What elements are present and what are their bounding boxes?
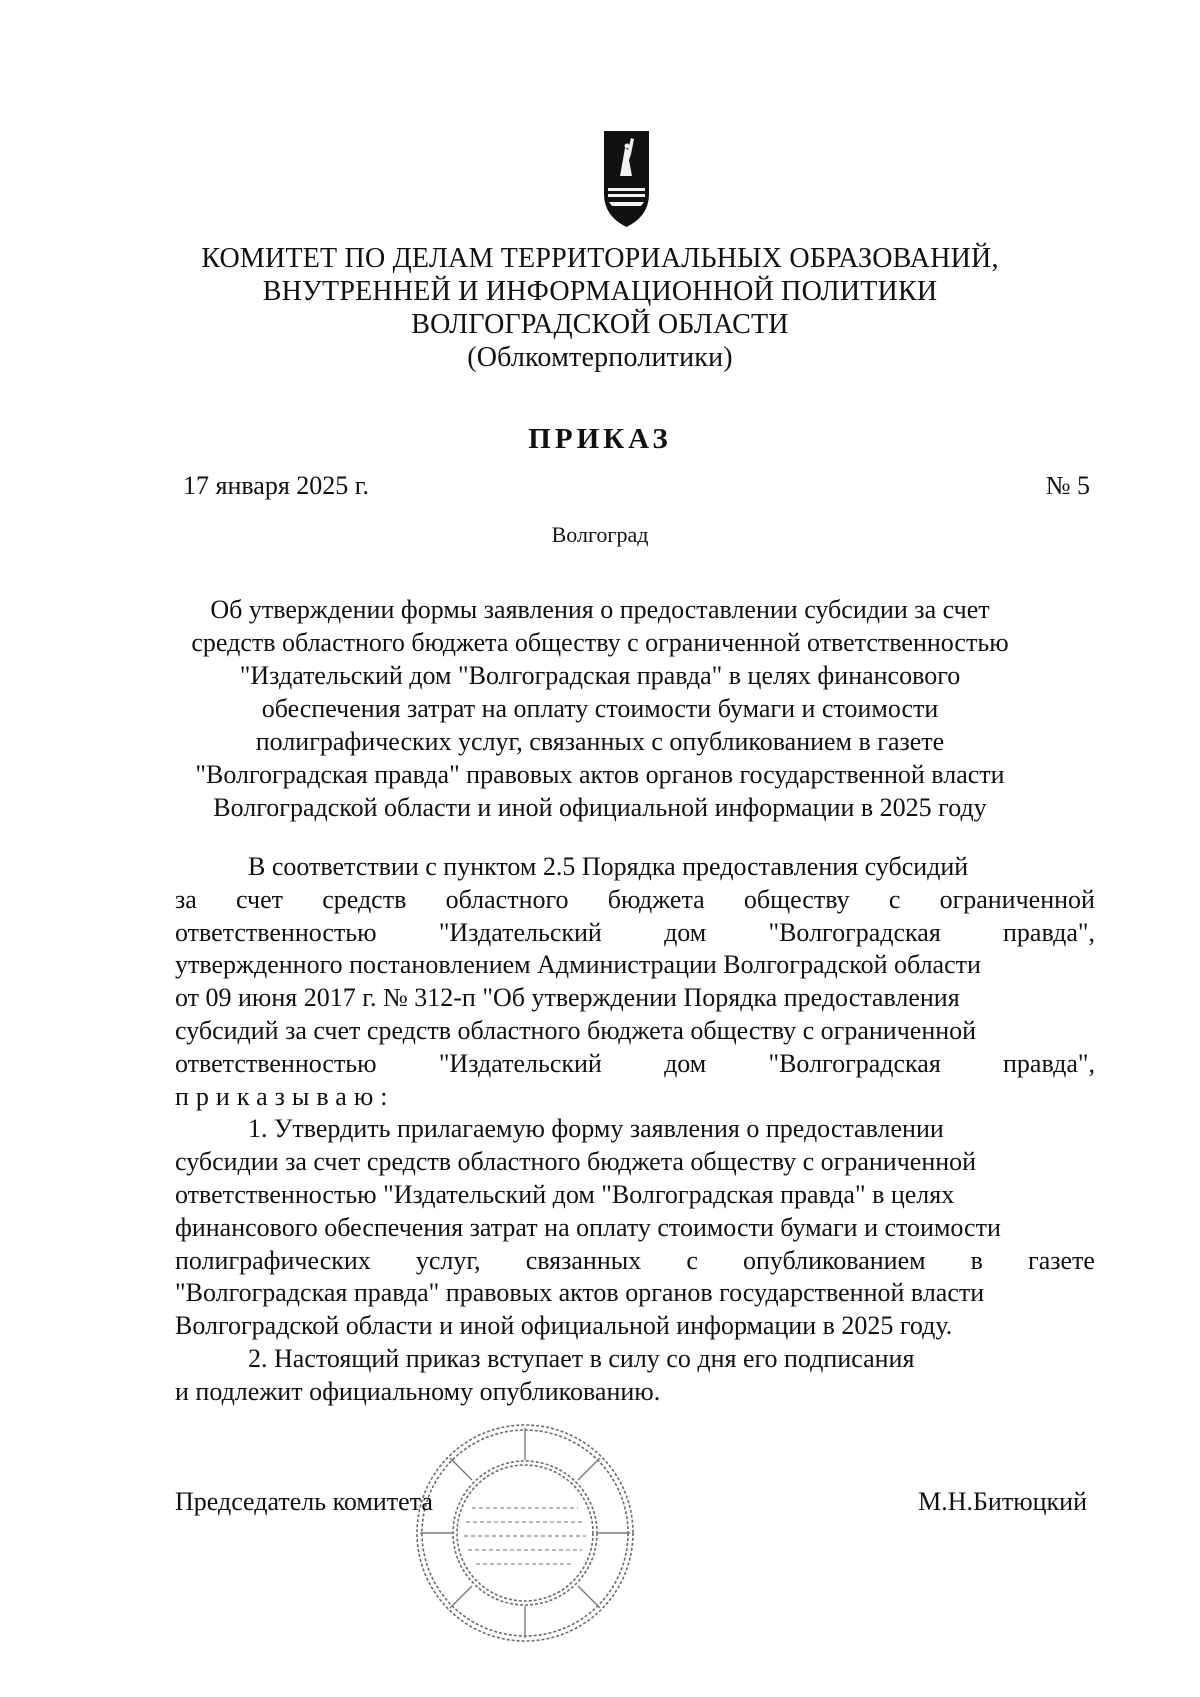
body-line — [175, 884, 1095, 917]
word: ответственностью — [175, 1048, 377, 1078]
body-line: от 09 июня 2017 г. № 312-п "Об утверждении Порядка предоставления — [175, 983, 960, 1013]
organization-header — [150, 242, 1050, 374]
body-line: утвержденного постановлением Администрации Волгоградской области — [175, 950, 981, 980]
body-line — [175, 917, 1095, 950]
subject-line: полиграфических услуг, связанных с опубликованием в газете — [255, 727, 945, 756]
word: дом — [664, 1048, 707, 1078]
body-line: В соответствии с пунктом 2.5 Порядка предоставления субсидий — [248, 852, 969, 881]
organization-name-line: КОМИТЕТ ПО ДЕЛАМ ТЕРРИТОРИАЛЬНЫХ ОБРАЗОВАНИЙ, — [201, 243, 999, 274]
word: дом — [664, 917, 707, 947]
word: полиграфических — [175, 1245, 371, 1275]
word: газете — [1028, 1245, 1095, 1275]
organization-name-line: ВНУТРЕННЕЙ И ИНФОРМАЦИОННОЙ ПОЛИТИКИ — [262, 276, 938, 307]
body-line: субсидии за счет средств областного бюджета обществу с ограниченной — [175, 1147, 977, 1177]
word: "Издательский — [438, 917, 602, 947]
body-line — [175, 1048, 1095, 1081]
word: правда", — [1003, 917, 1095, 947]
word: опубликованием — [742, 1245, 926, 1275]
signatory-position: Председатель комитета — [175, 1487, 433, 1516]
organization-short-name: (Облкомтерполитики) — [467, 342, 733, 373]
word: средств — [322, 884, 407, 914]
word: "Издательский — [438, 1048, 602, 1078]
word: услуг, — [415, 1245, 481, 1275]
word: "Волгоградская — [768, 1048, 941, 1078]
body-line: Волгоградской области и иной официальной информации в 2025 году. — [175, 1311, 953, 1341]
word: связанных — [525, 1245, 642, 1275]
document-city: Волгоград — [551, 522, 649, 547]
subject-line: Волгоградской области и иной официальной информации в 2025 году — [213, 793, 987, 822]
word: с — [888, 884, 901, 914]
word: с — [686, 1245, 698, 1275]
subject-line: "Издательский дом "Волгоградская правда" в целях финансового — [239, 661, 961, 690]
word: "Волгоградская — [768, 917, 941, 947]
word: в — [970, 1245, 983, 1275]
official-seal-stamp — [410, 1418, 640, 1648]
document-number: № 5 — [1045, 471, 1090, 500]
body-line: ответственностью "Издательский дом "Волгоградская правда" в целях — [175, 1179, 955, 1209]
body-line: 1. Утвердить прилагаемую форму заявления о предоставлении — [248, 1114, 944, 1144]
document-type-title: ПРИКАЗ — [528, 423, 672, 455]
document-date: 17 января 2025 г. — [183, 471, 370, 500]
body-line: финансового обеспечения затрат на оплату стоимости бумаги и стоимости — [175, 1212, 1001, 1242]
round-seal-icon — [410, 1418, 640, 1648]
coat-of-arms-emblem — [603, 130, 650, 228]
document-subject — [160, 593, 1040, 824]
body-line: 2. Настоящий приказ вступает в силу со дня его подписания — [248, 1343, 915, 1373]
body-line: и подлежит официальному опубликованию. — [175, 1376, 661, 1406]
signatory-name: М.Н.Битюцкий — [918, 1487, 1087, 1516]
word: счет — [236, 884, 284, 914]
body-line: "Волгоградская правда" правовых актов органов государственной власти — [175, 1278, 985, 1308]
volgograd-emblem-icon — [603, 130, 650, 228]
body-line — [175, 1245, 1095, 1278]
order-verb: приказываю: — [175, 1081, 395, 1111]
word: за — [175, 884, 197, 914]
organization-name-line: ВОЛГОГРАДСКОЙ ОБЛАСТИ — [411, 309, 789, 340]
subject-line: Об утверждении формы заявления о предоставлении субсидии за счет — [210, 595, 990, 624]
word: правда", — [1003, 1048, 1095, 1078]
subject-line: обеспечения затрат на оплату стоимости бумаги и стоимости — [261, 694, 939, 723]
word: ответственностью — [175, 917, 377, 947]
word: областного — [445, 884, 569, 914]
subject-line: средств областного бюджета обществу с ограниченной ответственностью — [191, 628, 1009, 657]
document-body — [175, 851, 1095, 1409]
body-line: субсидий за счет средств областного бюджета обществу с ограниченной — [175, 1015, 977, 1045]
word: ограниченной — [939, 884, 1095, 914]
subject-line: "Волгоградская правда" правовых актов органов государственной власти — [195, 760, 1005, 789]
word: обществу — [743, 884, 850, 914]
word: бюджета — [607, 884, 705, 914]
